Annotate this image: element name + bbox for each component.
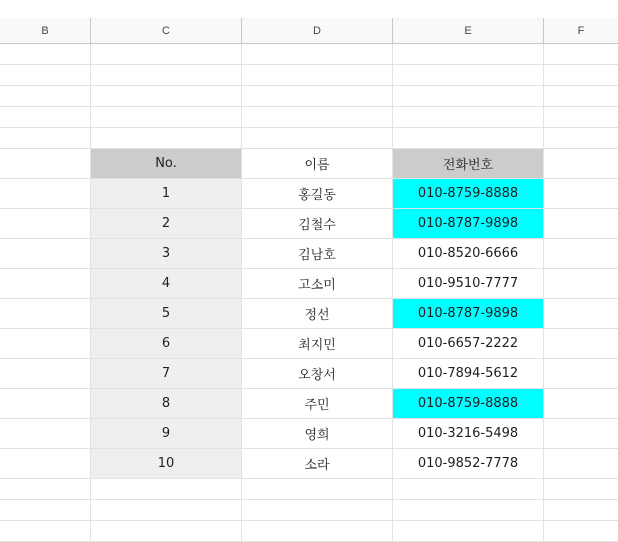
cell[interactable] bbox=[91, 521, 242, 542]
cell-no[interactable]: 4 bbox=[91, 269, 242, 299]
column-header-c[interactable]: C bbox=[91, 18, 242, 44]
cell-phone[interactable]: 010-8787-9898 bbox=[393, 209, 544, 239]
table-row bbox=[0, 179, 618, 209]
cell[interactable] bbox=[544, 521, 618, 542]
cell-no[interactable]: 9 bbox=[91, 419, 242, 449]
cell[interactable] bbox=[544, 128, 618, 149]
cell-phone[interactable]: 010-8520-6666 bbox=[393, 239, 544, 269]
cell-name[interactable]: 오창서 bbox=[242, 359, 393, 389]
cell[interactable] bbox=[91, 128, 242, 149]
header-phone[interactable]: 전화번호 bbox=[393, 149, 544, 179]
cell-phone[interactable]: 010-8787-9898 bbox=[393, 299, 544, 329]
cell-name[interactable]: 정선 bbox=[242, 299, 393, 329]
table-row bbox=[0, 449, 618, 479]
cell[interactable] bbox=[0, 149, 91, 179]
cell[interactable] bbox=[544, 500, 618, 521]
cell[interactable] bbox=[393, 128, 544, 149]
header-name[interactable]: 이름 bbox=[242, 149, 393, 179]
cell[interactable] bbox=[544, 389, 618, 419]
table-row bbox=[0, 209, 618, 239]
column-header-e[interactable]: E bbox=[393, 18, 544, 44]
empty-row bbox=[0, 500, 618, 521]
cell-name[interactable]: 김철수 bbox=[242, 209, 393, 239]
column-header-d[interactable]: D bbox=[242, 18, 393, 44]
table-row bbox=[0, 269, 618, 299]
empty-row bbox=[0, 44, 618, 65]
cell[interactable] bbox=[242, 107, 393, 128]
cell[interactable] bbox=[0, 359, 91, 389]
cell[interactable] bbox=[0, 449, 91, 479]
header-no[interactable]: No. bbox=[91, 149, 242, 179]
cell[interactable] bbox=[0, 209, 91, 239]
cell[interactable] bbox=[0, 419, 91, 449]
cell[interactable] bbox=[393, 65, 544, 86]
cell[interactable] bbox=[544, 149, 618, 179]
cell-no[interactable]: 7 bbox=[91, 359, 242, 389]
cell[interactable] bbox=[544, 179, 618, 209]
table-row bbox=[0, 359, 618, 389]
cell-no[interactable]: 10 bbox=[91, 449, 242, 479]
cell-phone[interactable]: 010-6657-2222 bbox=[393, 329, 544, 359]
cell[interactable] bbox=[544, 269, 618, 299]
cell[interactable] bbox=[0, 269, 91, 299]
empty-row bbox=[0, 479, 618, 500]
cell[interactable] bbox=[544, 107, 618, 128]
cell[interactable] bbox=[393, 86, 544, 107]
cell-phone[interactable]: 010-8759-8888 bbox=[393, 179, 544, 209]
cell[interactable] bbox=[544, 449, 618, 479]
cell[interactable] bbox=[91, 86, 242, 107]
column-header-b[interactable]: B bbox=[0, 18, 91, 44]
cell[interactable] bbox=[0, 389, 91, 419]
cell[interactable] bbox=[0, 128, 91, 149]
cell[interactable] bbox=[242, 65, 393, 86]
table-row bbox=[0, 329, 618, 359]
cell[interactable] bbox=[393, 479, 544, 500]
empty-row bbox=[0, 128, 618, 149]
cell[interactable] bbox=[242, 44, 393, 65]
cell[interactable] bbox=[0, 479, 91, 500]
cell-no[interactable]: 2 bbox=[91, 209, 242, 239]
cell-no[interactable]: 1 bbox=[91, 179, 242, 209]
table-row bbox=[0, 299, 618, 329]
cell[interactable] bbox=[544, 239, 618, 269]
cell[interactable] bbox=[91, 44, 242, 65]
cell[interactable] bbox=[393, 44, 544, 65]
cell[interactable] bbox=[544, 65, 618, 86]
cell-name[interactable]: 최지민 bbox=[242, 329, 393, 359]
cell[interactable] bbox=[544, 299, 618, 329]
cell[interactable] bbox=[0, 44, 91, 65]
empty-row bbox=[0, 521, 618, 542]
cell-no[interactable]: 6 bbox=[91, 329, 242, 359]
cell[interactable] bbox=[0, 107, 91, 128]
cell-phone[interactable]: 010-9510-7777 bbox=[393, 269, 544, 299]
cell-phone[interactable]: 010-7894-5612 bbox=[393, 359, 544, 389]
cell-name[interactable]: 주민 bbox=[242, 389, 393, 419]
cell-phone[interactable]: 010-3216-5498 bbox=[393, 419, 544, 449]
cell-name[interactable]: 영희 bbox=[242, 419, 393, 449]
cell-phone[interactable]: 010-8759-8888 bbox=[393, 389, 544, 419]
cell[interactable] bbox=[0, 65, 91, 86]
empty-row bbox=[0, 107, 618, 128]
cell[interactable] bbox=[393, 521, 544, 542]
cell[interactable] bbox=[544, 209, 618, 239]
empty-row bbox=[0, 65, 618, 86]
cell[interactable] bbox=[544, 419, 618, 449]
cell[interactable] bbox=[0, 239, 91, 269]
cell[interactable] bbox=[0, 329, 91, 359]
table-row bbox=[0, 389, 618, 419]
table-row bbox=[0, 419, 618, 449]
cell[interactable] bbox=[544, 86, 618, 107]
cell-phone[interactable]: 010-9852-7778 bbox=[393, 449, 544, 479]
cell[interactable] bbox=[242, 86, 393, 107]
cell[interactable] bbox=[0, 179, 91, 209]
cell[interactable] bbox=[91, 479, 242, 500]
empty-row bbox=[0, 86, 618, 107]
cell-name[interactable]: 홍길동 bbox=[242, 179, 393, 209]
cell-name[interactable]: 김남호 bbox=[242, 239, 393, 269]
cell[interactable] bbox=[242, 479, 393, 500]
column-header-f[interactable]: F bbox=[544, 18, 618, 44]
cell[interactable] bbox=[544, 479, 618, 500]
cell[interactable] bbox=[242, 128, 393, 149]
cell[interactable] bbox=[91, 500, 242, 521]
cell[interactable] bbox=[0, 299, 91, 329]
cell[interactable] bbox=[242, 521, 393, 542]
cell[interactable] bbox=[91, 65, 242, 86]
cell-no[interactable]: 8 bbox=[91, 389, 242, 419]
cell[interactable] bbox=[0, 86, 91, 107]
cell[interactable] bbox=[91, 107, 242, 128]
cell[interactable] bbox=[544, 329, 618, 359]
cell[interactable] bbox=[242, 500, 393, 521]
table-header-row bbox=[0, 149, 618, 179]
cell-name[interactable]: 고소미 bbox=[242, 269, 393, 299]
table-row bbox=[0, 239, 618, 269]
toolbar-edge bbox=[0, 0, 618, 18]
cell[interactable] bbox=[544, 44, 618, 65]
cell[interactable] bbox=[393, 500, 544, 521]
cell[interactable] bbox=[393, 107, 544, 128]
cell[interactable] bbox=[0, 521, 91, 542]
cell-name[interactable]: 소라 bbox=[242, 449, 393, 479]
cell[interactable] bbox=[0, 500, 91, 521]
cell-no[interactable]: 3 bbox=[91, 239, 242, 269]
cell-no[interactable]: 5 bbox=[91, 299, 242, 329]
cell[interactable] bbox=[544, 359, 618, 389]
